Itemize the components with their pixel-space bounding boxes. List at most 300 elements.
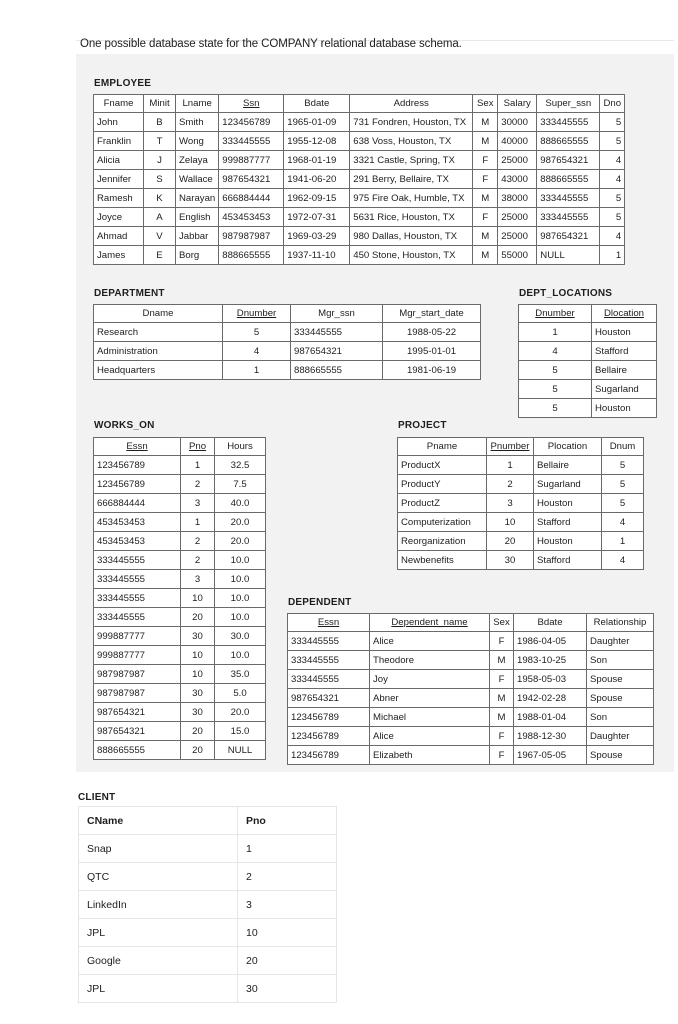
table-cell: 3321 Castle, Spring, TX (350, 151, 473, 170)
column-header (238, 807, 337, 835)
table-cell: 25000 (498, 208, 537, 227)
table-row (94, 703, 266, 722)
table-cell: 1 (519, 323, 592, 342)
table-cell: 987654321 (288, 689, 370, 708)
table-cell: 999887777 (219, 151, 284, 170)
table-cell: 888665555 (291, 361, 383, 380)
table-cell: 333445555 (288, 632, 370, 651)
column-header (215, 438, 266, 456)
table-cell: Research (94, 323, 223, 342)
column-header (219, 95, 284, 113)
column-header (498, 95, 537, 113)
column-header (600, 95, 625, 113)
table-cell: Daughter (587, 632, 654, 651)
table-row (288, 746, 654, 765)
table-cell: 5 (600, 189, 625, 208)
table-cell: 450 Stone, Houston, TX (350, 246, 473, 265)
table-cell: Joyce (94, 208, 144, 227)
table-cell: 3 (487, 494, 534, 513)
table-cell: 10 (181, 646, 215, 665)
project-title: PROJECT (398, 420, 447, 431)
table-row (519, 361, 657, 380)
table-cell: Stafford (534, 513, 602, 532)
table-cell: 1 (181, 456, 215, 475)
column-header (94, 305, 223, 323)
table-cell: 1983-10-25 (514, 651, 587, 670)
table-cell: 453453453 (219, 208, 284, 227)
table-cell: NULL (215, 741, 266, 760)
table-cell: 1955-12-08 (284, 132, 350, 151)
table-cell: Bellaire (592, 361, 657, 380)
table-row (288, 632, 654, 651)
table-cell: Spouse (587, 689, 654, 708)
table-cell: 333445555 (537, 208, 600, 227)
table-cell: J (144, 151, 176, 170)
table-cell: Houston (592, 323, 657, 342)
table-cell: 20 (181, 741, 215, 760)
table-cell: 453453453 (94, 532, 181, 551)
table-cell: 1937-11-10 (284, 246, 350, 265)
table-cell: John (94, 113, 144, 132)
table-cell: Theodore (370, 651, 490, 670)
department-title: DEPARTMENT (94, 288, 165, 299)
table-cell: Spouse (587, 670, 654, 689)
column-header-label: Plocation (547, 441, 588, 452)
column-header-label: Sex (493, 617, 510, 628)
table-cell: 25000 (498, 151, 537, 170)
table-cell: 987654321 (94, 722, 181, 741)
table-cell: 987654321 (219, 170, 284, 189)
table-cell: 731 Fondren, Houston, TX (350, 113, 473, 132)
table-cell: Sugarland (592, 380, 657, 399)
table-cell: V (144, 227, 176, 246)
table-cell: 10 (487, 513, 534, 532)
table-cell: Zelaya (176, 151, 219, 170)
table-cell: Google (79, 947, 238, 975)
works-on-title: WORKS_ON (94, 420, 155, 431)
table-cell: 5 (600, 113, 625, 132)
table-cell: 7.5 (215, 475, 266, 494)
table-row (94, 665, 266, 684)
table-row (398, 494, 644, 513)
table-cell: 4 (519, 342, 592, 361)
column-header (534, 438, 602, 456)
column-header-label: Sex (476, 98, 494, 109)
table-cell: 15.0 (215, 722, 266, 741)
table-cell: 333445555 (94, 608, 181, 627)
table-row (79, 863, 337, 891)
table-cell: 1 (223, 361, 291, 380)
table-cell: 999887777 (94, 627, 181, 646)
column-header (398, 438, 487, 456)
table-cell: 1 (487, 456, 534, 475)
table-cell: 20.0 (215, 513, 266, 532)
column-header (94, 438, 181, 456)
table-cell: A (144, 208, 176, 227)
table-cell: 10.0 (215, 551, 266, 570)
employee-header-row (94, 95, 625, 113)
table-cell: 1 (181, 513, 215, 532)
table-cell: 4 (600, 151, 625, 170)
table-cell: 4 (602, 513, 644, 532)
table-cell: 5 (602, 494, 644, 513)
employee-title: EMPLOYEE (94, 78, 152, 89)
table-cell: F (490, 632, 514, 651)
table-cell: E (144, 246, 176, 265)
table-cell: NULL (537, 246, 600, 265)
column-header (487, 438, 534, 456)
table-cell: F (473, 208, 498, 227)
table-cell: 10.0 (215, 589, 266, 608)
table-row (94, 170, 625, 189)
table-row (94, 570, 266, 589)
table-row (398, 551, 644, 570)
table-row (288, 727, 654, 746)
table-row (94, 684, 266, 703)
column-header-label: Ssn (242, 98, 260, 109)
table-row (288, 670, 654, 689)
employee-table (93, 94, 625, 265)
table-cell: Daughter (587, 727, 654, 746)
table-row (94, 132, 625, 151)
table-cell: F (490, 746, 514, 765)
dept-locations-header-row (519, 305, 657, 323)
table-cell: ProductZ (398, 494, 487, 513)
table-cell: 38000 (498, 189, 537, 208)
column-header-label: Essn (317, 617, 340, 628)
column-header (181, 438, 215, 456)
column-header (284, 95, 350, 113)
column-header (587, 614, 654, 632)
table-cell: 10 (238, 919, 337, 947)
table-cell: 2 (487, 475, 534, 494)
table-cell: 333445555 (219, 132, 284, 151)
table-cell: 3 (181, 570, 215, 589)
table-cell: 5 (600, 132, 625, 151)
table-cell: 123456789 (94, 475, 181, 494)
table-cell: LinkedIn (79, 891, 238, 919)
table-row (519, 323, 657, 342)
table-row (94, 646, 266, 665)
table-cell: 333445555 (94, 589, 181, 608)
column-header-label: Bdate (304, 98, 330, 109)
table-cell: 20 (238, 947, 337, 975)
column-header-label: Pnumber (490, 441, 530, 452)
column-header (519, 305, 592, 323)
dept-locations-title: DEPT_LOCATIONS (519, 288, 613, 299)
column-header (370, 614, 490, 632)
table-cell: English (176, 208, 219, 227)
table-cell: Computerization (398, 513, 487, 532)
dependent-title: DEPENDENT (288, 597, 352, 608)
table-cell: M (473, 189, 498, 208)
table-cell: 10.0 (215, 608, 266, 627)
table-cell: 638 Voss, Houston, TX (350, 132, 473, 151)
table-cell: ProductX (398, 456, 487, 475)
table-cell: 40.0 (215, 494, 266, 513)
column-header-label: Address (393, 98, 429, 109)
column-header-label: Minit (149, 98, 170, 109)
table-cell: T (144, 132, 176, 151)
column-header (223, 305, 291, 323)
table-cell: M (490, 651, 514, 670)
table-cell: 1958-05-03 (514, 670, 587, 689)
department-table (93, 304, 481, 380)
column-header-label: Mgr_start_date (399, 308, 464, 319)
table-cell: 333445555 (288, 670, 370, 689)
table-cell: Son (587, 651, 654, 670)
table-cell: 4 (600, 227, 625, 246)
table-cell: James (94, 246, 144, 265)
column-header (94, 95, 144, 113)
table-cell: Houston (534, 494, 602, 513)
column-header-label: Dnumber (236, 308, 277, 319)
table-cell: Michael (370, 708, 490, 727)
table-cell: Abner (370, 689, 490, 708)
table-cell: 1972-07-31 (284, 208, 350, 227)
table-cell: 20.0 (215, 703, 266, 722)
table-row (94, 532, 266, 551)
table-cell: 1 (238, 835, 337, 863)
table-cell: 333445555 (537, 189, 600, 208)
table-cell: 10.0 (215, 646, 266, 665)
table-cell: 5 (602, 475, 644, 494)
column-header (291, 305, 383, 323)
table-cell: Narayan (176, 189, 219, 208)
works-on-table (93, 437, 266, 760)
column-header-label: Dlocation (604, 308, 644, 319)
table-cell: 3 (181, 494, 215, 513)
table-cell: 5 (600, 208, 625, 227)
table-cell: 25000 (498, 227, 537, 246)
column-header-label: Pno (188, 441, 207, 452)
table-row (94, 227, 625, 246)
table-cell: 1 (602, 532, 644, 551)
table-row (94, 189, 625, 208)
table-cell: Wong (176, 132, 219, 151)
table-cell: 987654321 (537, 151, 600, 170)
column-header-label: Salary (503, 98, 531, 109)
column-header-label: Dnum (609, 441, 636, 452)
table-cell: F (473, 151, 498, 170)
table-cell: 20 (487, 532, 534, 551)
table-cell: 1986-04-05 (514, 632, 587, 651)
table-row (94, 627, 266, 646)
table-cell: Wallace (176, 170, 219, 189)
client-title: CLIENT (78, 792, 116, 803)
table-cell: Joy (370, 670, 490, 689)
table-cell: Snap (79, 835, 238, 863)
table-cell: F (490, 727, 514, 746)
table-cell: 30 (181, 703, 215, 722)
project-table (397, 437, 644, 570)
table-cell: Alice (370, 727, 490, 746)
table-cell: 30 (181, 684, 215, 703)
table-cell: Headquarters (94, 361, 223, 380)
client-table (78, 806, 337, 1003)
column-header (592, 305, 657, 323)
table-cell: 10 (181, 665, 215, 684)
column-header (537, 95, 600, 113)
table-row (94, 722, 266, 741)
column-header-label: Essn (126, 441, 148, 452)
table-cell: 453453453 (94, 513, 181, 532)
table-cell: Newbenefits (398, 551, 487, 570)
table-cell: Son (587, 708, 654, 727)
table-cell: 333445555 (288, 651, 370, 670)
table-row (94, 608, 266, 627)
table-cell: 987987987 (94, 665, 181, 684)
table-cell: 291 Berry, Bellaire, TX (350, 170, 473, 189)
table-row (79, 975, 337, 1003)
table-cell: 5.0 (215, 684, 266, 703)
table-row (94, 113, 625, 132)
table-cell: Jabbar (176, 227, 219, 246)
table-cell: M (473, 132, 498, 151)
dependent-header-row (288, 614, 654, 632)
table-cell: 333445555 (94, 570, 181, 589)
table-cell: 333445555 (537, 113, 600, 132)
table-cell: 5 (519, 361, 592, 380)
table-cell: Administration (94, 342, 223, 361)
table-cell: Alice (370, 632, 490, 651)
table-cell: 30.0 (215, 627, 266, 646)
table-cell: Ramesh (94, 189, 144, 208)
dept-locations-table (518, 304, 657, 418)
works-on-header-row (94, 438, 266, 456)
table-row (94, 513, 266, 532)
table-row (94, 246, 625, 265)
table-row (288, 689, 654, 708)
table-cell: 5 (602, 456, 644, 475)
table-cell: 4 (600, 170, 625, 189)
table-cell: 1981-06-19 (383, 361, 481, 380)
table-row (79, 919, 337, 947)
table-cell: 43000 (498, 170, 537, 189)
table-cell: Franklin (94, 132, 144, 151)
table-cell: 30000 (498, 113, 537, 132)
table-cell: 5 (519, 399, 592, 418)
column-header-label: Relationship (593, 617, 647, 628)
table-cell: 888665555 (94, 741, 181, 760)
table-row (94, 475, 266, 494)
table-cell: Houston (534, 532, 602, 551)
table-cell: 987987987 (219, 227, 284, 246)
table-cell: 2 (238, 863, 337, 891)
table-cell: 888665555 (537, 132, 600, 151)
table-row (94, 208, 625, 227)
table-cell: JPL (79, 919, 238, 947)
table-cell: 1968-01-19 (284, 151, 350, 170)
table-row (398, 475, 644, 494)
table-cell: 20 (181, 722, 215, 741)
table-cell: 35.0 (215, 665, 266, 684)
table-cell: 1988-05-22 (383, 323, 481, 342)
table-cell: 975 Fire Oak, Humble, TX (350, 189, 473, 208)
department-header-row (94, 305, 481, 323)
column-header (514, 614, 587, 632)
table-row (94, 151, 625, 170)
table-row (398, 532, 644, 551)
table-cell: M (490, 689, 514, 708)
table-cell: 2 (181, 475, 215, 494)
table-cell: 55000 (498, 246, 537, 265)
table-cell: 2 (181, 551, 215, 570)
client-header-row (79, 807, 337, 835)
column-header-label: Hours (227, 441, 253, 452)
table-cell: 20.0 (215, 532, 266, 551)
table-row (94, 361, 481, 380)
table-cell: 987654321 (94, 703, 181, 722)
column-header-label: Dno (603, 98, 622, 109)
table-cell: 30 (487, 551, 534, 570)
table-cell: F (473, 170, 498, 189)
figure-caption: One possible database state for the COMPANY relational database schema. (80, 38, 462, 50)
table-row (79, 835, 337, 863)
table-cell: Alicia (94, 151, 144, 170)
table-cell: 980 Dallas, Houston, TX (350, 227, 473, 246)
table-row (519, 399, 657, 418)
table-cell: 20 (181, 608, 215, 627)
table-row (79, 891, 337, 919)
table-row (94, 323, 481, 342)
column-header-label: Fname (103, 98, 134, 109)
table-cell: 1965-01-09 (284, 113, 350, 132)
table-cell: 987654321 (537, 227, 600, 246)
table-cell: 1967-05-05 (514, 746, 587, 765)
table-row (94, 494, 266, 513)
table-cell: M (473, 227, 498, 246)
table-cell: 2 (181, 532, 215, 551)
table-cell: 1941-06-20 (284, 170, 350, 189)
column-header-label: Dependent_name (391, 617, 468, 628)
column-header-label: Lname (182, 98, 212, 109)
table-cell: Sugarland (534, 475, 602, 494)
project-header-row (398, 438, 644, 456)
table-row (94, 342, 481, 361)
table-cell: QTC (79, 863, 238, 891)
table-cell: 5 (223, 323, 291, 342)
column-header-label: Dname (142, 308, 174, 319)
table-cell: 1962-09-15 (284, 189, 350, 208)
table-cell: F (490, 670, 514, 689)
table-cell: 987654321 (291, 342, 383, 361)
table-cell: 666884444 (94, 494, 181, 513)
table-cell: ProductY (398, 475, 487, 494)
table-cell: Smith (176, 113, 219, 132)
table-cell: Ahmad (94, 227, 144, 246)
column-header-label: Pname (426, 441, 458, 452)
table-cell: 1 (600, 246, 625, 265)
column-header-label: Dnumber (535, 308, 575, 319)
table-cell: 987987987 (94, 684, 181, 703)
table-cell: Borg (176, 246, 219, 265)
table-cell: 888665555 (537, 170, 600, 189)
table-cell: M (473, 113, 498, 132)
table-cell: 123456789 (288, 727, 370, 746)
table-cell: 10 (181, 589, 215, 608)
table-row (398, 456, 644, 475)
table-cell: 4 (223, 342, 291, 361)
column-header (350, 95, 473, 113)
table-cell: 32.5 (215, 456, 266, 475)
table-cell: 123456789 (288, 746, 370, 765)
column-header (144, 95, 176, 113)
table-row (288, 708, 654, 727)
table-cell: 999887777 (94, 646, 181, 665)
table-cell: Stafford (592, 342, 657, 361)
table-cell: 666884444 (219, 189, 284, 208)
